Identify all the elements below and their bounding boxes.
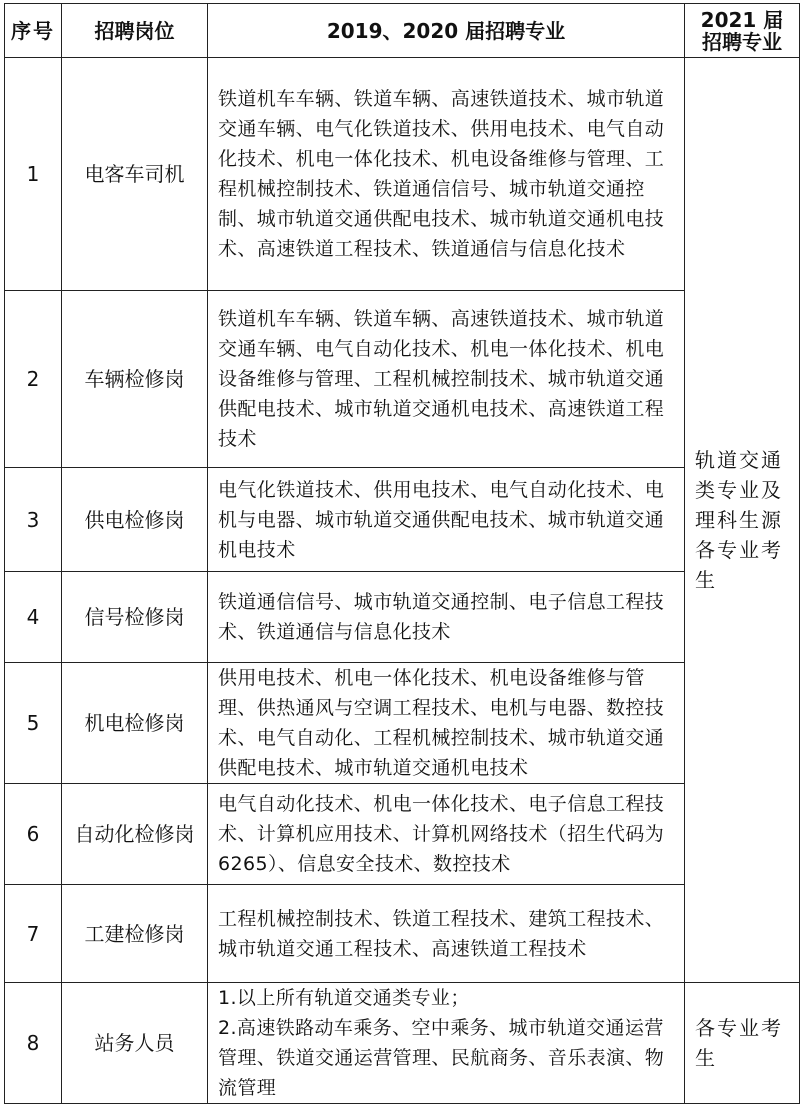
row-number: 7	[5, 885, 62, 983]
position-name: 工建检修岗	[62, 885, 208, 983]
majors-item-2: 2.高速铁路动车乘务、空中乘务、城市轨道交通运营管理、铁道交通运营管理、民航商务、音乐表演、物流管理	[218, 1017, 665, 1099]
header-majors-2021: 2021 届 招聘专业	[685, 4, 800, 58]
header-row	[5, 4, 800, 58]
position-name: 信号检修岗	[62, 572, 208, 663]
position-name: 站务人员	[62, 983, 208, 1104]
row-number: 4	[5, 572, 62, 663]
row-number: 6	[5, 784, 62, 885]
position-name: 车辆检修岗	[62, 291, 208, 468]
majors-2019-2020: 供用电技术、机电一体化技术、机电设备维修与管理、供热通风与空调工程技术、电机与电器、数控技术、电气自动化、工程机械控制技术、城市轨道交通供配电技术、城市轨道交通机电技术	[208, 663, 685, 784]
majors-2019-2020: 电气自动化技术、机电一体化技术、电子信息工程技术、计算机应用技术、计算机网络技术（招生代码为 6265）、信息安全技术、数控技术	[208, 784, 685, 885]
majors-2019-2020: 工程机械控制技术、铁道工程技术、建筑工程技术、城市轨道交通工程技术、高速铁道工程技术	[208, 885, 685, 983]
majors-2019-2020: 铁道机车车辆、铁道车辆、高速铁道技术、城市轨道交通车辆、电气化铁道技术、供用电技术、电气自动化技术、机电一体化技术、机电设备维修与管理、工程机械控制技术、铁道通信信号、城市轨道交通控制、城市轨道交通供配电技术、城市轨道交通机电技术、高速铁道工程技术、铁道通信与信息化技术	[208, 58, 685, 291]
majors-2019-2020	[208, 983, 685, 1104]
table-row	[5, 983, 800, 1104]
majors-2019-2020: 电气化铁道技术、供用电技术、电气自动化技术、电机与电器、城市轨道交通供配电技术、城市轨道交通机电技术	[208, 468, 685, 572]
row-number: 5	[5, 663, 62, 784]
row-number: 1	[5, 58, 62, 291]
header-seq: 序号	[5, 4, 62, 58]
header-majors-2019-2020: 2019、2020 届招聘专业	[208, 4, 685, 58]
table-row	[5, 468, 800, 572]
row-number: 3	[5, 468, 62, 572]
table-row	[5, 58, 800, 291]
table-row	[5, 663, 800, 784]
majors-item-1: 1.以上所有轨道交通类专业；	[218, 987, 470, 1009]
majors-2019-2020: 铁道机车车辆、铁道车辆、高速铁道技术、城市轨道交通车辆、电气自动化技术、机电一体化技术、机电设备维修与管理、工程机械控制技术、城市轨道交通供配电技术、城市轨道交通机电技术、高速铁道工程技术	[208, 291, 685, 468]
row-number: 2	[5, 291, 62, 468]
row-number: 8	[5, 983, 62, 1104]
table-row	[5, 291, 800, 468]
header-position: 招聘岗位	[62, 4, 208, 58]
table-row	[5, 885, 800, 983]
position-name: 机电检修岗	[62, 663, 208, 784]
table-row	[5, 784, 800, 885]
table-row	[5, 572, 800, 663]
majors-2021-merged: 轨道交通类专业及理科生源各专业考生	[685, 58, 800, 983]
position-name: 电客车司机	[62, 58, 208, 291]
majors-2019-2020: 铁道通信信号、城市轨道交通控制、电子信息工程技术、铁道通信与信息化技术	[208, 572, 685, 663]
recruitment-table	[4, 3, 800, 1104]
position-name: 供电检修岗	[62, 468, 208, 572]
position-name: 自动化检修岗	[62, 784, 208, 885]
majors-2021: 各专业考生	[685, 983, 800, 1104]
